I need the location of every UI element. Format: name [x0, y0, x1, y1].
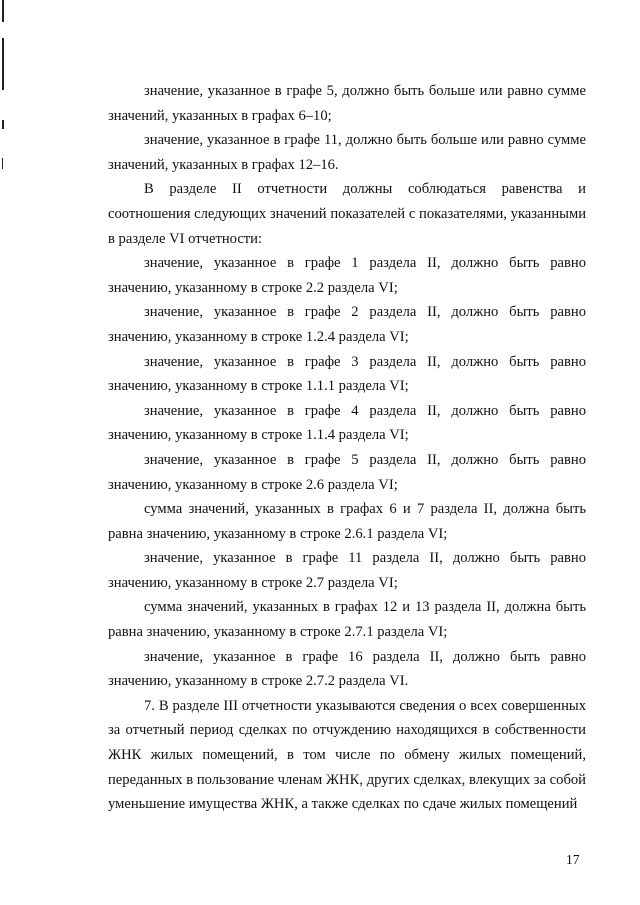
scan-edge-mark — [2, 120, 4, 129]
scan-edge-mark — [2, 158, 3, 169]
paragraph: значение, указанное в графе 16 раздела II, должно быть равно значению, указанному в строке 2.7.2 раздела VI. — [108, 648, 586, 690]
scan-edge-mark — [2, 0, 4, 22]
paragraph: значение, указанное в графе 5 раздела II, должно быть равно значению, указанному в строке 2.6 раздела VI; — [108, 451, 586, 493]
paragraph: В разделе II отчетности должны соблюдаться равенства и соотношения следующих значений показателей с показателями, указанными в разделе VI отчетности: — [108, 181, 586, 247]
page-number: 17 — [566, 852, 580, 867]
paragraph: значение, указанное в графе 3 раздела II, должно быть равно значению, указанному в строке 1.1.1 раздела VI; — [108, 353, 586, 395]
paragraph: значение, указанное в графе 5, должно быть больше или равно сумме значений, указанных в графах 6–10; — [108, 83, 586, 124]
paragraph: значение, указанное в графе 1 раздела II, должно быть равно значению, указанному в строке 2.2 раздела VI; — [108, 255, 586, 296]
paragraph: 7. В разделе III отчетности указываются сведения о всех совершенных за отчетный период сделках по отчуждению находящихся в собственности ЖНК жилых помещений, в том числе по обмену жилых помещений, переданных в пользование членам ЖНК, других сделках, влекущих за собой уменьшение имущества ЖНК, а также сделках по сдаче жилых помещений — [108, 697, 586, 813]
paragraph: значение, указанное в графе 2 раздела II, должно быть равно значению, указанному в строке 1.2.4 раздела VI; — [108, 304, 586, 345]
paragraph: сумма значений, указанных в графах 6 и 7 раздела II, должна быть равна значению, указанному в строке 2.6.1 раздела VI; — [108, 501, 586, 542]
paragraph: значение, указанное в графе 11 раздела II, должно быть равно значению, указанному в строке 2.7 раздела VI; — [108, 550, 586, 591]
paragraph: значение, указанное в графе 4 раздела II, должно быть равно значению, указанному в строке 1.1.4 раздела VI; — [108, 402, 586, 444]
paragraph: сумма значений, указанных в графах 12 и 13 раздела II, должна быть равна значению, указанному в строке 2.7.1 раздела VI; — [108, 599, 586, 641]
paragraph: значение, указанное в графе 11, должно быть больше или равно сумме значений, указанных в графах 12–16. — [108, 132, 586, 173]
document-body — [108, 79, 586, 817]
scan-edge-mark — [2, 38, 4, 90]
